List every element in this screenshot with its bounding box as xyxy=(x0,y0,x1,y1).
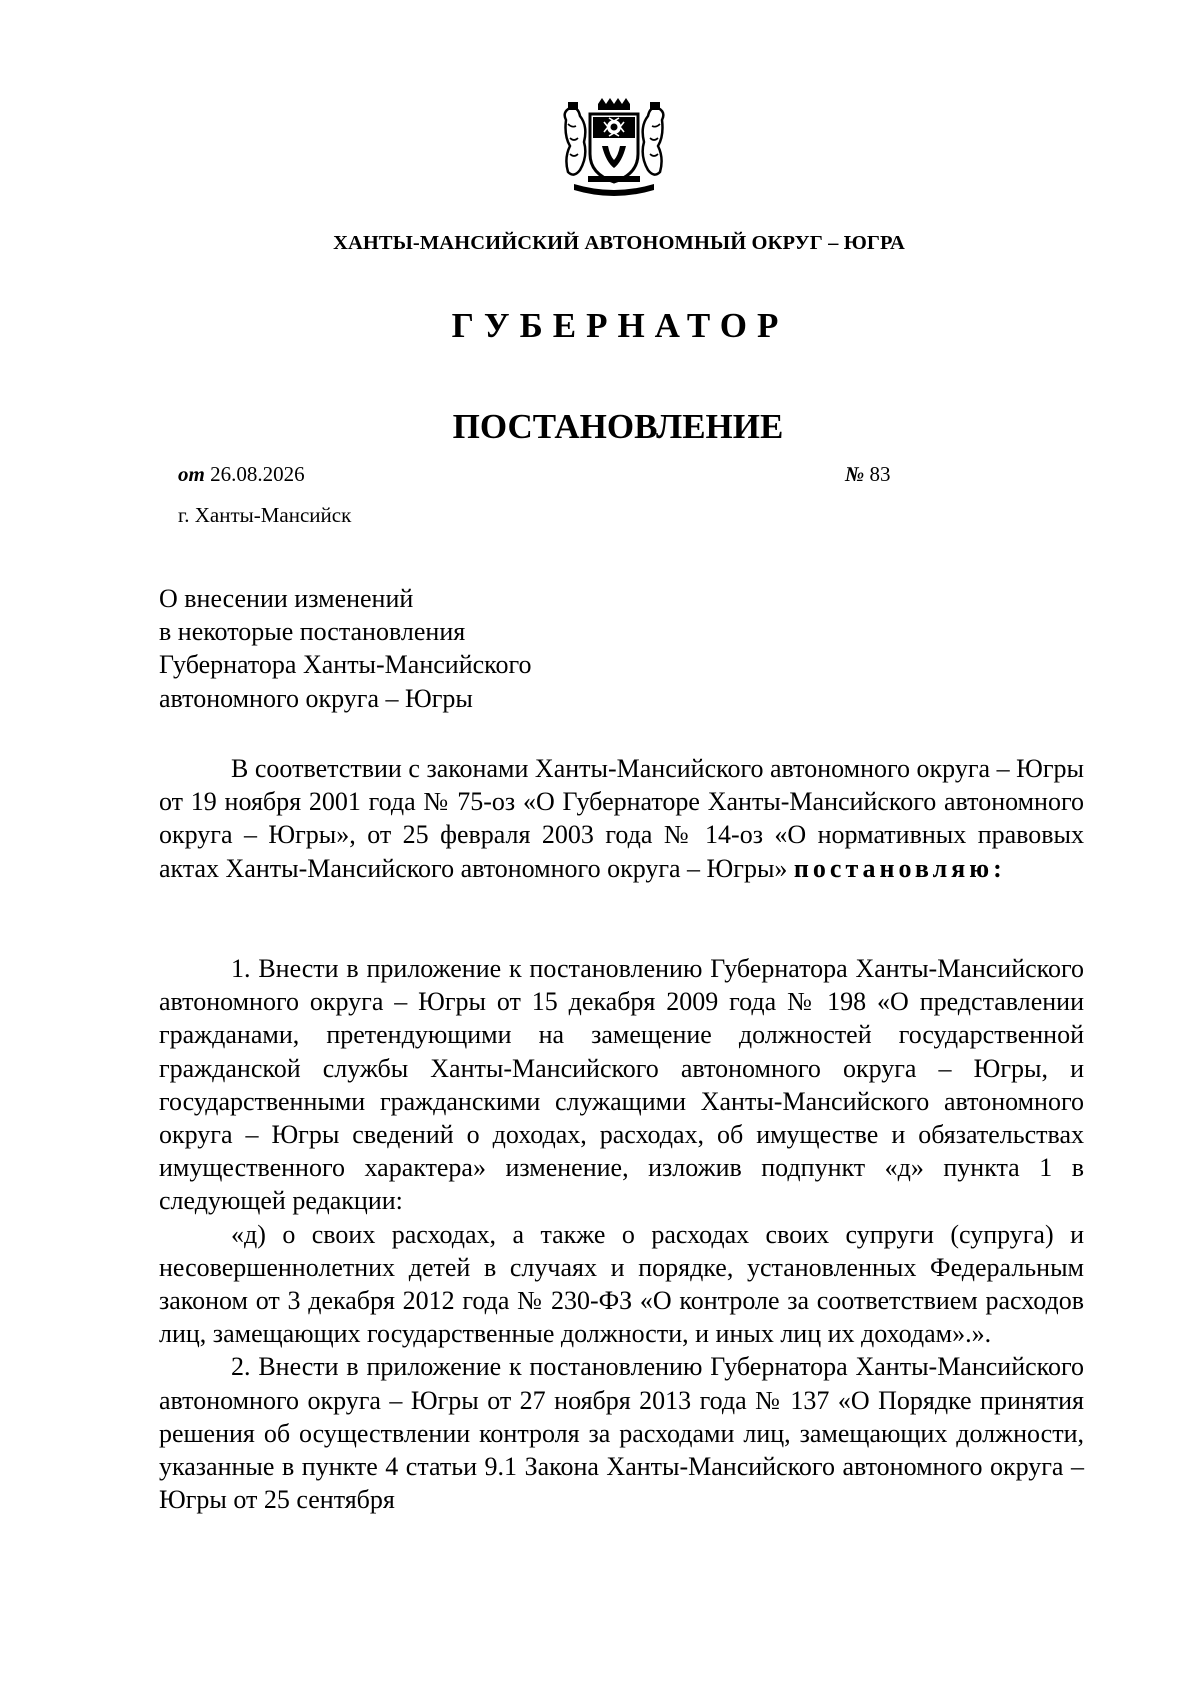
authority-title: ГУБЕРНАТОР xyxy=(451,306,789,345)
document-subject xyxy=(159,582,532,715)
preamble-paragraph xyxy=(159,752,1084,885)
document-city: г. Ханты-Мансийск xyxy=(178,503,352,527)
subject-line: О внесении изменений xyxy=(159,584,414,613)
item-1-quote: «д) о своих расходах, а также о расходах своих супруги (супруга) и несовершеннолетних детей в случаях и порядке, установленных Федеральным законом от 3 декабря 2012 года № 230-ФЗ «О контроле за соответствием расходов лиц, замещающих государственные должности, и иных лиц их доходам».». xyxy=(159,1219,1084,1349)
coat-of-arms-icon xyxy=(560,98,668,202)
preamble-text: В соответствии с законами Ханты-Мансийского автономного округа – Югры от 19 ноября 2001 года № 75-оз «О Губернаторе Ханты-Мансийского автономного округа – Югры», от 25 февраля 2003 года № 14-оз «О нормативных правовых актах Ханты-Мансийского автономного округа – Югры» xyxy=(159,754,1084,883)
body-preamble xyxy=(159,752,1084,885)
subject-line: автономного округа – Югры xyxy=(159,683,473,713)
number-prefix: № xyxy=(845,462,865,486)
document-type: ПОСТАНОВЛЕНИЕ xyxy=(452,407,784,446)
body-items xyxy=(159,952,1084,1516)
date-value: 26.08.2026 xyxy=(210,462,305,486)
subject-line: в некоторые постановления xyxy=(159,617,466,647)
subject-line: Губернатора Ханты-Мансийского xyxy=(159,650,532,680)
date-prefix: от xyxy=(178,462,205,486)
item-2-paragraph: 2. Внести в приложение к постановлению Губернатора Ханты-Мансийского автономного округа – Югры от 27 ноября 2013 года № 137 «О Порядке принятия решения об осуществлении контроля за расходами лиц, замещающих должности, указанные в пункте 4 статьи 9.1 Закона Ханты-Мансийского автономного округа – Югры от 25 сентября xyxy=(159,1352,1084,1515)
number-value: 83 xyxy=(869,462,891,486)
document-date xyxy=(178,462,305,487)
region-title: ХАНТЫ-МАНСИЙСКИЙ АВТОНОМНЫЙ ОКРУГ – ЮГРА xyxy=(333,232,905,254)
decree-word: постановляю: xyxy=(793,853,1006,883)
document-number xyxy=(845,462,890,487)
item-1-paragraph: 1. Внести в приложение к постановлению Губернатора Ханты-Мансийского автономного округа – Югры от 15 декабря 2009 года № 198 «О представлении гражданами, претендующими на замещение должностей государственной гражданской службы Ханты-Мансийского автономного округа – Югры, и государственными гражданскими служащими Ханты-Мансийского автономного округа – Югры сведений о доходах, расходах, об имуществе и обязательствах имущественного характера» изменение, изложив подпункт «д» пункта 1 в следующей редакции: xyxy=(159,954,1084,1216)
